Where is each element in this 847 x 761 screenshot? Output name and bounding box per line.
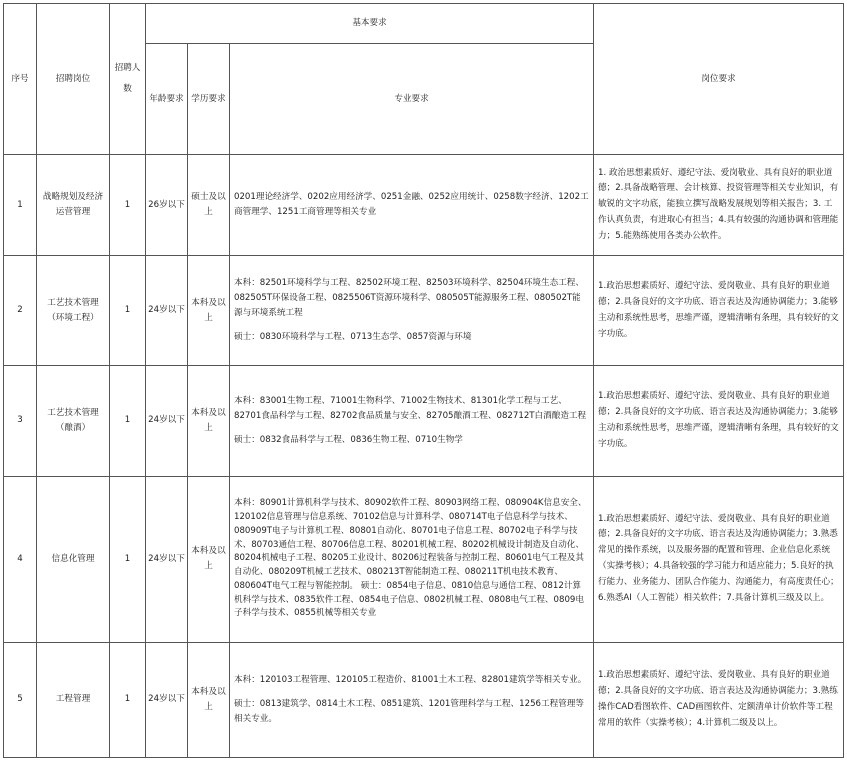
row-major: [230, 366, 594, 476]
row-education: 本科及以上: [188, 642, 230, 757]
recruitment-table: [3, 3, 844, 758]
row-age: 24岁以下: [146, 642, 188, 757]
header-major: 专业要求: [230, 44, 594, 155]
row-seq: 5: [4, 642, 37, 757]
major-text: 0201理论经济学、0202应用经济学、0251金融、0252应用统计、0258数字经济、1202工商管理学、1251工商管理等相关专业: [234, 192, 589, 218]
row-major: [230, 642, 594, 757]
row-position: 信息化管理: [37, 476, 110, 642]
row-seq: 1: [4, 155, 37, 256]
row-seq: 3: [4, 366, 37, 476]
row-count: 1: [110, 155, 146, 256]
table-row: [4, 366, 844, 476]
table-row: [4, 476, 844, 642]
row-count: 1: [110, 256, 146, 366]
header-basic-requirements: 基本要求: [146, 4, 594, 44]
table-row: [4, 155, 844, 256]
header-position: 招聘岗位: [37, 4, 110, 155]
header-age: 年龄要求: [146, 44, 188, 155]
row-education: 本科及以上: [188, 476, 230, 642]
major-master: 硕士：0813建筑学、0814土木工程、0851建筑、1201管理科学与工程、1256工程管理等相关专业。: [234, 698, 584, 724]
row-count: 1: [110, 642, 146, 757]
header-count: 招聘人数: [110, 4, 146, 155]
major-undergrad: 本科：82501环境科学与工程、82502环境工程、82503环境科学、82504环境生态工程、082505T环保设备工程、0825506T资源环境科学、080505T能源服务工程、080502T能源与环境系统工程: [234, 278, 584, 319]
row-position: 战略规划及经济运营管理: [37, 155, 110, 256]
row-age: 24岁以下: [146, 256, 188, 366]
major-undergrad: 本科：83001生物工程、71001生物科学、71002生物技术、81301化学工程与工艺、82701食品科学与工程、82702食品质量与安全、82705酿酒工程、082712T白酒酿造工程: [234, 395, 587, 421]
row-major: [230, 256, 594, 366]
row-duties: 1.政治思想素质好、遵纪守法、爱岗敬业、具有良好的职业道德；2.具备良好的文字功底、语言表达及沟通协调能力；3.能够主动和系统性思考，思维严谨，逻辑清晰有条理，具有较好的文字功底。: [594, 256, 844, 366]
row-education: 硕士及以上: [188, 155, 230, 256]
row-duties: 1.政治思想素质好、遵纪守法、爱岗敬业、具有良好的职业道德；2.具备良好的文字功底、语言表达及沟通协调能力；3.熟练操作CAD看图软件、CAD画图软件、定额清单计价软件等工程常用的软件（实操考核）；4.计算机二级及以上。: [594, 642, 844, 757]
row-age: 26岁以下: [146, 155, 188, 256]
header-duty-requirements: 岗位要求: [594, 4, 844, 155]
row-count: 1: [110, 476, 146, 642]
header-education: 学历要求: [188, 44, 230, 155]
row-education: 本科及以上: [188, 256, 230, 366]
table-row: [4, 256, 844, 366]
row-duties: 1.政治思想素质好、遵纪守法、爱岗敬业、具有良好的职业道德；2.具备良好的文字功底、语言表达及沟通协调能力；3.熟悉常见的操作系统，以及服务器的配置和管理、企业信息化系统（实操考核）；4.具备较强的学习能力和适应能力；5.良好的执行能力、业务能力、团队合作能力、沟通能力，有高度责任心；6.熟悉AI（人工智能）相关软件；7.具备计算机三级及以上。: [594, 476, 844, 642]
row-position: 工艺技术管理（环境工程）: [37, 256, 110, 366]
row-position: 工艺技术管理（酿酒）: [37, 366, 110, 476]
major-master: 硕士：0830环境科学与工程、0713生态学、0857资源与环境: [234, 332, 472, 343]
table-row: [4, 642, 844, 757]
row-major: [230, 155, 594, 256]
major-undergrad: 本科：120103工程管理、120105工程造价、81001土木工程、82801建筑学等相关专业。: [234, 674, 587, 685]
row-seq: 4: [4, 476, 37, 642]
major-text: 本科：80901计算机科学与技术、80902软件工程、80903网络工程、080904K信息安全、120102信息管理与信息系统、70102信息与计算科学、080714T电子信息科学与技术、080909T电子与计算机工程、80801自动化、80701电子信息工程、80702电子科学与技术、80703通信工程、80706信息工程、80201机械工程、80202机械设计制造及自动化、80204机械电子工程、80205工业设计、80206过程装备与控制工程、80601电气工程及其自动化、080209T机械工艺技术、080213T智能制造工程、080211T机电技术教育、080604T电气工程与智能控制。 硕士：0854电子信息、0810信息与通信工程、0812计算机科学与技术、0835软件工程、0854电子信息、0802机械工程、0808电气工程、0809电子科学与技术、0855机械等相关专业: [234, 498, 587, 619]
major-master: 硕士：0832食品科学与工程、0836生物工程、0710生物学: [234, 435, 463, 446]
row-seq: 2: [4, 256, 37, 366]
row-age: 24岁以下: [146, 476, 188, 642]
row-duties: 1. 政治思想素质好、遵纪守法、爱岗敬业、具有良好的职业道德；2.具备战略管理、会计核算、投资管理等相关专业知识，有敏锐的文字功底，能独立撰写战略发展规划等相关报告；3. 工作认真负责，有进取心有担当；4.具有较强的沟通协调和管理能力；5.能熟练使用各类办公软件。: [594, 155, 844, 256]
row-education: 本科及以上: [188, 366, 230, 476]
row-count: 1: [110, 366, 146, 476]
header-seq: 序号: [4, 4, 37, 155]
row-position: 工程管理: [37, 642, 110, 757]
row-duties: 1.政治思想素质好、遵纪守法、爱岗敬业、具有良好的职业道德；2.具备良好的文字功底、语言表达及沟通协调能力；3.能够主动和系统性思考，思维严谨，逻辑清晰有条理，具有较好的文字功底。: [594, 366, 844, 476]
row-age: 24岁以下: [146, 366, 188, 476]
row-major: [230, 476, 594, 642]
